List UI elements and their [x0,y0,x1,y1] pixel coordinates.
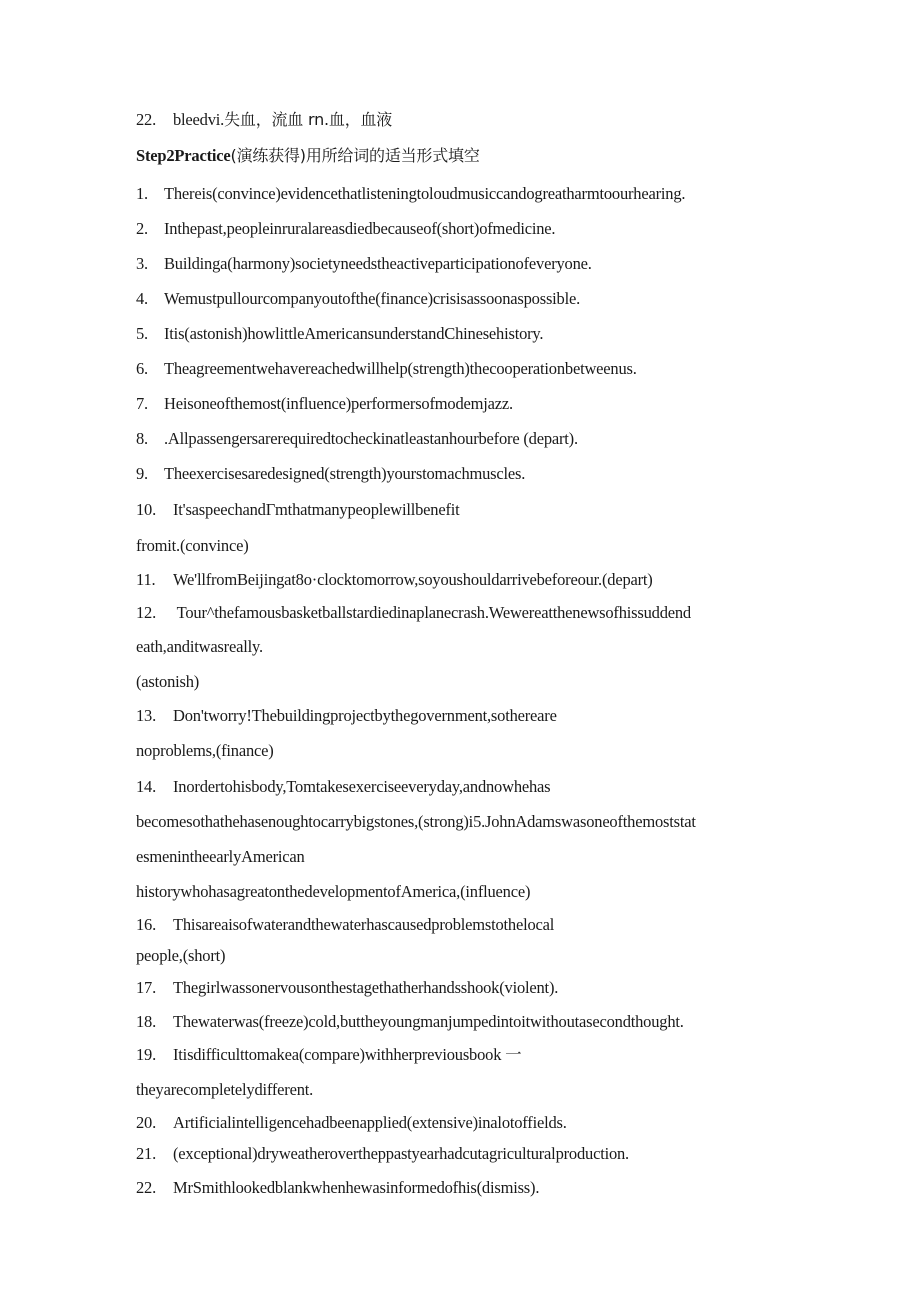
item-number: 18. [136,1012,157,1031]
item-number: 17. [136,978,157,997]
exercise-text: theyarecompletelydifferent. [136,1080,314,1099]
exercise-text: becomesothathehasenoughtocarrybigstones,(strong)i5.JohnAdamswasoneofthemoststat [136,812,696,831]
exercise-line [136,946,225,966]
item-number: 9. [136,464,148,483]
item-number: 20. [136,1113,157,1132]
exercise-text: eath,anditwasreally. [136,637,263,656]
item-number: 11. [136,570,156,589]
item-number: 4. [136,289,148,308]
section-heading-instruction: (演练获得)用所给词的适当形式填空 [230,146,480,165]
item-number: 19. [136,1045,157,1064]
exercise-line [136,289,580,309]
item-number: 7. [136,394,148,413]
exercise-text: Thewaterwas(freeze)cold,buttheyoungmanjumpedintoitwithoutasecondthought. [173,1012,684,1031]
item-number: 16. [136,915,157,934]
exercise-text: (exceptional)dryweatherovertheppastyearhadcutagriculturalproduction. [173,1144,629,1163]
item-number: 12. [136,603,157,622]
exercise-text: Theagreementwehavereachedwillhelp(strength)thecooperationbetweenus. [164,359,637,378]
exercise-text: Itisdifficulttomakea(compare)withherpreviousbook 一 [173,1045,522,1064]
exercise-line [136,500,460,520]
vocab-entry-22 [136,110,392,130]
exercise-line [136,915,554,935]
exercise-line [136,812,696,832]
exercise-line [136,359,637,379]
item-number: 3. [136,254,148,273]
item-number: 6. [136,359,148,378]
vocab-meaning: 失血，流血 rn.血，血液 [224,110,393,129]
exercise-text: Inthepast,peopleinruralareasdiedbecauseof(short)ofmedicine. [164,219,556,238]
exercise-line [136,1045,521,1065]
exercise-line [136,603,691,623]
item-number: 14. [136,777,157,796]
item-number: 2. [136,219,148,238]
exercise-line [136,254,592,274]
exercise-text: esmenintheearlyAmerican [136,847,305,866]
item-number: 13. [136,706,157,725]
exercise-text: Tour^thefamousbasketballstardiedinaplanecrash.Wewereatthenewsofhissuddend [173,603,691,622]
exercise-text: fromit.(convince) [136,536,249,555]
item-number: 5. [136,324,148,343]
exercise-line [136,429,578,449]
section-heading [136,146,480,166]
exercise-text: MrSmithlookedblankwhenhewasinformedofhis(dismiss). [173,1178,540,1197]
exercise-text: Artificialintelligencehadbeenapplied(extensive)inalotoffields. [173,1113,567,1132]
exercise-line [136,536,249,556]
item-number: 22. [136,1178,157,1197]
exercise-line [136,394,513,414]
exercise-line [136,1080,313,1100]
exercise-line [136,1144,629,1164]
exercise-line [136,324,543,344]
exercise-line [136,978,558,998]
exercise-line [136,219,555,239]
exercise-text: Thisareaisofwaterandthewaterhascausedproblemstothelocal [173,915,555,934]
exercise-text: Don'tworry!Thebuildingprojectbythegovernment,sothereare [173,706,557,725]
exercise-text: Itis(astonish)howlittleAmericansunderstandChinesehistory. [164,324,544,343]
exercise-text: historywhohasagreatonthedevelopmentofAmerica,(influence) [136,882,531,901]
exercise-text: We'llfromBeijingat8o·clocktomorrow,soyoushouldarrivebeforeour.(depart) [173,570,653,589]
exercise-line [136,672,199,692]
item-number: 10. [136,500,157,519]
exercise-text: people,(short) [136,946,226,965]
exercise-text: Buildinga(harmony)societyneedstheactiveparticipationofeveryone. [164,254,592,273]
exercise-line [136,464,525,484]
exercise-text: .Allpassengersarerequiredtocheckinatleastanhourbefore (depart). [164,429,578,448]
exercise-text: Heisoneofthemost(influence)performersofmodemjazz. [164,394,513,413]
item-number: 22. [136,110,157,129]
exercise-text: Inordertohisbody,Tomtakesexerciseeveryday,andnowhehas [173,777,551,796]
section-heading-title: Step2Practice [136,146,231,165]
item-number: 1. [136,184,148,203]
exercise-text: Theexercisesaredesigned(strength)yourstomachmuscles. [164,464,526,483]
exercise-line [136,1178,539,1198]
exercise-line [136,882,530,902]
exercise-line [136,741,274,761]
exercise-text: It'saspeechandΓmthatmanypeoplewillbenefit [173,500,460,519]
exercise-text: Wemustpullourcompanyoutofthe(finance)crisisassoonaspossible. [164,289,581,308]
exercise-text: noproblems,(finance) [136,741,274,760]
exercise-line [136,637,263,657]
exercise-line [136,847,305,867]
item-number: 21. [136,1144,157,1163]
exercise-line [136,706,557,726]
exercise-line [136,184,685,204]
exercise-text: (astonish) [136,672,200,691]
exercise-text: Thereis(convince)evidencethatlisteningtoloudmusiccandogreatharmtoourhearing. [164,184,686,203]
exercise-line [136,570,653,590]
exercise-line [136,777,550,797]
item-number: 8. [136,429,148,448]
exercise-text: Thegirlwassonervousonthestagethatherhandsshook(violent). [173,978,559,997]
vocab-word: bleedvi. [173,110,225,129]
exercise-line [136,1113,567,1133]
exercise-line [136,1012,684,1032]
